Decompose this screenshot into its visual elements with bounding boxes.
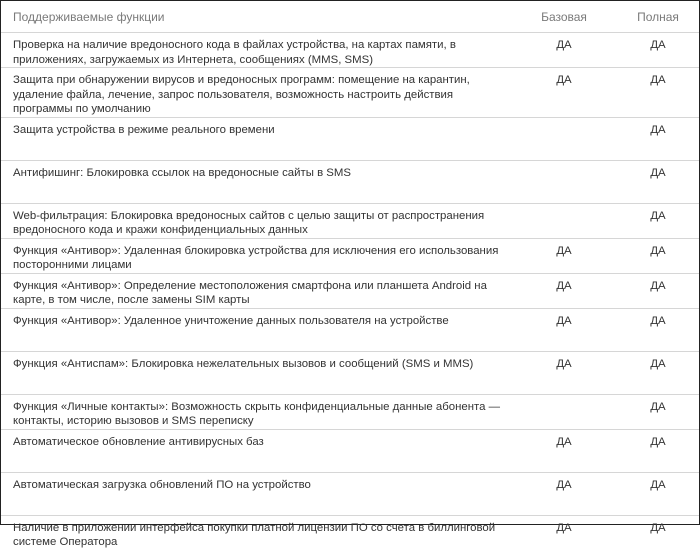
header-features: Поддерживаемые функции [1, 1, 519, 33]
basic-cell [519, 394, 609, 429]
table-header-row [1, 1, 699, 33]
basic-cell: ДА [519, 429, 609, 472]
table-row [1, 160, 699, 203]
feature-cell: Автоматическая загрузка обновлений ПО на устройство [1, 472, 519, 515]
full-cell: ДА [609, 308, 699, 351]
feature-cell: Функция «Антивор»: Удаленная блокировка устройства для исключения его использования посторонними лицами [1, 238, 519, 273]
header-basic: Базовая [519, 1, 609, 33]
full-cell: ДА [609, 160, 699, 203]
full-cell: ДА [609, 351, 699, 394]
full-cell: ДА [650, 521, 666, 534]
full-cell: ДА [609, 203, 699, 238]
feature-cell: Web-фильтрация: Блокировка вредоносных сайтов с целью защиты от распространения вредоносного кода и кражи конфиденциальных данных [1, 203, 519, 238]
table-row [1, 351, 699, 394]
table-row [1, 117, 699, 160]
basic-cell: ДА [519, 351, 609, 394]
full-cell: ДА [609, 238, 699, 273]
full-cell: ДА [609, 273, 699, 308]
basic-cell: ДА [519, 68, 609, 118]
feature-cell: Автоматическое обновление антивирусных баз [1, 429, 519, 472]
feature-cell: Проверка на наличие вредоносного кода в файлах устройства, на картах памяти, в приложениях, загружаемых из Интернета, сообщениях (MMS, SMS) [1, 33, 519, 68]
basic-cell: ДА [519, 273, 609, 308]
table-row [1, 472, 699, 515]
basic-cell [519, 117, 609, 160]
feature-comparison-table [1, 1, 699, 550]
table-row [1, 273, 699, 308]
basic-cell: ДА [519, 33, 609, 68]
table-row [1, 308, 699, 351]
full-cell: ДА [609, 33, 699, 68]
basic-cell [519, 160, 609, 203]
table-row [1, 394, 699, 429]
full-cell: ДА [609, 394, 699, 429]
full-cell: ДА [609, 429, 699, 472]
feature-cell: Защита устройства в режиме реального времени [1, 117, 519, 160]
table-row [1, 515, 699, 550]
basic-cell: ДА [519, 308, 609, 351]
table-row [1, 238, 699, 273]
full-cell: ДА [609, 472, 699, 515]
feature-cell: Антифишинг: Блокировка ссылок на вредоносные сайты в SMS [1, 160, 519, 203]
feature-cell: Наличие в приложении интерфейса покупки платной лицензии ПО со счета в биллинговой системе Оператора [13, 521, 496, 548]
feature-cell: Защита при обнаружении вирусов и вредоносных программ: помещение на карантин, удаление файла, лечение, запрос пользователя, возможность настроить действия программы по умолчанию [1, 68, 519, 118]
feature-cell: Функция «Антивор»: Определение местоположения смартфона или планшета Android на карте, в том числе, после замены SIM карты [1, 273, 519, 308]
full-cell: ДА [609, 117, 699, 160]
feature-cell: Функция «Антивор»: Удаленное уничтожение данных пользователя на устройстве [1, 308, 519, 351]
full-cell: ДА [609, 68, 699, 118]
table-row [1, 203, 699, 238]
feature-cell: Функция «Личные контакты»: Возможность скрыть конфиденциальные данные абонента — контакты, историю вызовов и SMS переписку [1, 394, 519, 429]
basic-cell [519, 203, 609, 238]
table-row [1, 68, 699, 118]
table-row [1, 429, 699, 472]
table-row [1, 33, 699, 68]
feature-cell: Функция «Антиспам»: Блокировка нежелательных вызовов и сообщений (SMS и MMS) [1, 351, 519, 394]
header-full: Полная [609, 1, 699, 33]
basic-cell: ДА [556, 521, 572, 534]
basic-cell: ДА [519, 238, 609, 273]
basic-cell: ДА [519, 472, 609, 515]
